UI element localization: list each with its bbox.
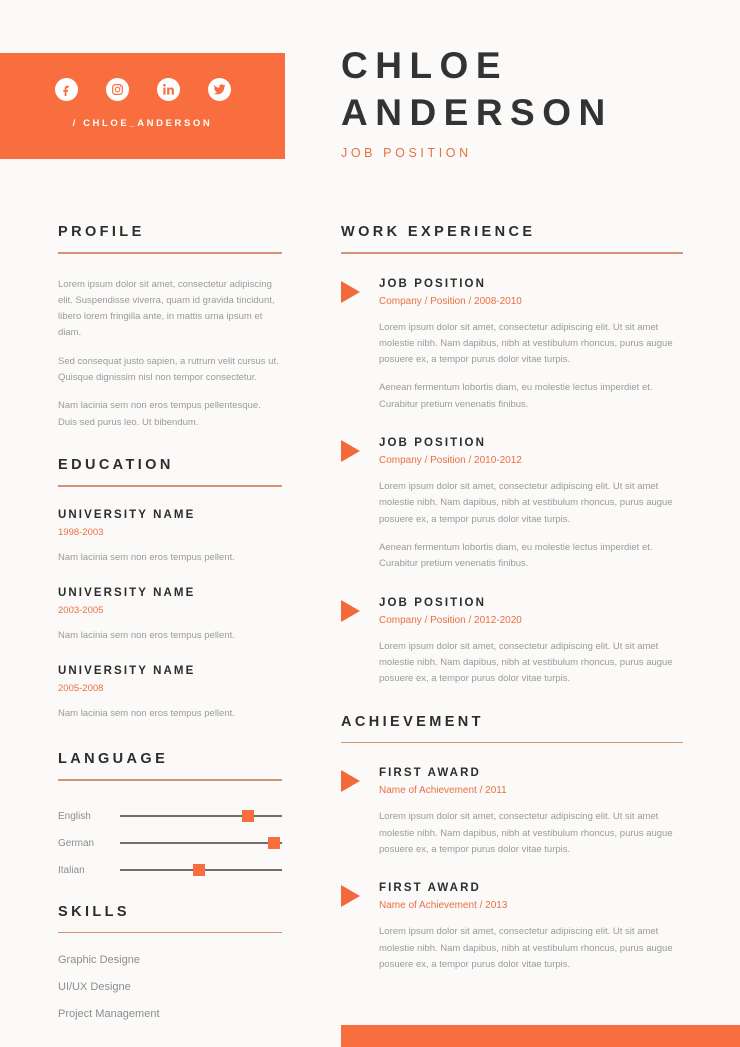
profile-heading-rule — [58, 252, 282, 254]
header-social-block — [0, 53, 285, 159]
right-column — [341, 224, 683, 973]
language-label: English — [58, 810, 91, 822]
linkedin-icon[interactable] — [157, 78, 180, 101]
language-slider-track — [120, 815, 282, 817]
skills-heading: SKILLS — [58, 903, 130, 920]
achievement-heading-rule — [341, 742, 683, 744]
work-experience-heading-rule — [341, 252, 683, 254]
profile-heading: PROFILE — [58, 224, 145, 240]
work-experience-entry — [341, 597, 683, 688]
profile-section — [58, 224, 282, 431]
work-entry-paragraph: Aenean fermentum lobortis diam, eu molestie lectus imperdiet et. Curabitur pretium venenatis finibus. — [379, 542, 653, 570]
work-experience-entry — [341, 278, 683, 414]
language-slider[interactable] — [120, 835, 282, 851]
twitter-icon[interactable] — [208, 78, 231, 101]
skill-item: UI/UX Designe — [58, 981, 131, 994]
work-entry-subtitle: Company / Position / 2012-2020 — [379, 614, 522, 626]
education-university-name: UNIVERSITY NAME — [58, 508, 196, 521]
achievement-section — [341, 714, 683, 973]
work-entry-paragraph: Lorem ipsum dolor sit amet, consectetur adipiscing elit. Ut sit amet molestie nibh. Nam dapibus, nibh at vestibulum rhoncus, purus augue posuere ex, a tempor purus dolor vitae turpis. — [379, 321, 673, 366]
work-entry-paragraph: Lorem ipsum dolor sit amet, consectetur adipiscing elit. Ut sit amet molestie nibh. Nam dapibus, nibh at vestibulum rhoncus, purus augue posuere ex, a tempor purus dolor vitae turpis. — [379, 640, 673, 685]
last-name: ANDERSON — [341, 92, 613, 134]
work-entry-paragraph: Aenean fermentum lobortis diam, eu molestie lectus imperdiet et. Curabitur pretium venenatis finibus. — [379, 382, 653, 410]
language-slider-handle[interactable] — [268, 837, 280, 849]
language-slider[interactable] — [120, 862, 282, 878]
achievement-entry-paragraph: Lorem ipsum dolor sit amet, consectetur adipiscing elit. Ut sit amet molestie nibh. Nam dapibus, nibh at vestibulum rhoncus, purus augue posuere ex, a tempor purus dolor vitae turpis. — [379, 926, 673, 970]
language-heading: LANGUAGE — [58, 751, 169, 768]
achievement-entry — [341, 882, 683, 973]
language-slider[interactable] — [120, 808, 282, 824]
achievement-entry — [341, 767, 683, 858]
education-item — [58, 665, 282, 721]
achievement-entry-subtitle: Name of Achievement / 2011 — [379, 785, 507, 797]
education-section — [58, 457, 282, 721]
social-handle: / CHLOE_ANDERSON — [72, 118, 213, 129]
triangle-bullet-icon — [341, 885, 360, 907]
achievement-entry-paragraph: Lorem ipsum dolor sit amet, consectetur adipiscing elit. Ut sit amet molestie nibh. Nam dapibus, nibh at vestibulum rhoncus, purus augue posuere ex, a tempor purus dolor vitae turpis. — [379, 811, 673, 855]
education-item — [58, 587, 282, 643]
triangle-bullet-icon — [341, 770, 360, 792]
work-entry-subtitle: Company / Position / 2010-2012 — [379, 455, 522, 467]
achievement-entry-subtitle: Name of Achievement / 2013 — [379, 900, 508, 912]
profile-paragraph: Nam lacinia sem non eros tempus pellentesque. Duis sed purus leo. Ut bibendum. — [58, 400, 261, 428]
profile-paragraphs — [58, 277, 282, 432]
skills-section — [58, 904, 282, 1021]
language-label: German — [58, 837, 95, 849]
education-heading: EDUCATION — [58, 457, 174, 474]
footer-accent-bar — [341, 1025, 740, 1047]
achievement-entry-title: FIRST AWARD — [379, 882, 481, 895]
language-heading-rule — [58, 779, 282, 781]
language-slider-track — [120, 842, 282, 844]
triangle-bullet-icon — [341, 600, 360, 622]
education-heading-rule — [58, 485, 282, 487]
work-entry-title: JOB POSITION — [379, 277, 486, 290]
skills-list — [58, 955, 282, 1020]
name-block — [341, 42, 721, 160]
language-row — [58, 857, 282, 884]
triangle-bullet-icon — [341, 281, 360, 303]
work-entry-title: JOB POSITION — [379, 596, 486, 609]
social-links-row — [0, 53, 285, 101]
language-slider-handle[interactable] — [193, 864, 205, 876]
achievement-entry-title: FIRST AWARD — [379, 767, 481, 780]
language-row — [58, 803, 282, 830]
profile-paragraph: Lorem ipsum dolor sit amet, consectetur adipiscing elit. Suspendisse viverra, quam id gravida tincidunt, libero lorem fringilla ante, in mattis urna ipsum et diam. — [58, 278, 275, 339]
language-list — [58, 803, 282, 884]
language-section — [58, 751, 282, 884]
education-description: Nam lacinia sem non eros tempus pellent. — [58, 629, 235, 641]
work-entry-title: JOB POSITION — [379, 437, 486, 450]
work-entry-subtitle: Company / Position / 2008-2010 — [379, 295, 522, 307]
work-experience-entry — [341, 437, 683, 573]
skill-item: Project Management — [58, 1008, 160, 1021]
skill-item: Graphic Designe — [58, 954, 140, 967]
language-row — [58, 830, 282, 857]
instagram-icon[interactable] — [106, 78, 129, 101]
education-description: Nam lacinia sem non eros tempus pellent. — [58, 708, 235, 719]
achievement-heading: ACHIEVEMENT — [341, 713, 484, 730]
education-description: Nam lacinia sem non eros tempus pellent. — [58, 551, 235, 563]
education-item — [58, 509, 282, 565]
job-title-subheading: JOB POSITION — [341, 145, 472, 160]
education-years: 2005-2008 — [58, 683, 104, 694]
education-years: 2003-2005 — [58, 604, 104, 616]
facebook-icon[interactable] — [55, 78, 78, 101]
education-university-name: UNIVERSITY NAME — [58, 665, 196, 677]
language-slider-handle[interactable] — [242, 810, 254, 822]
education-years: 1998-2003 — [58, 526, 104, 538]
first-name: CHLOE — [341, 45, 508, 86]
work-entry-paragraph: Lorem ipsum dolor sit amet, consectetur adipiscing elit. Ut sit amet molestie nibh. Nam dapibus, nibh at vestibulum rhoncus, purus augue posuere ex, a tempor purus dolor vitae turpis. — [379, 481, 673, 525]
left-column — [58, 224, 282, 1036]
work-experience-section — [341, 224, 683, 688]
education-university-name: UNIVERSITY NAME — [58, 586, 196, 599]
language-label: Italian — [58, 864, 85, 876]
work-experience-heading: WORK EXPERIENCE — [341, 224, 536, 240]
skills-heading-rule — [58, 932, 282, 934]
profile-paragraph: Sed consequat justo sapien, a rutrum velit cursus ut. Quisque dignissim nisl non tempor consectetur. — [58, 355, 279, 384]
triangle-bullet-icon — [341, 440, 360, 462]
